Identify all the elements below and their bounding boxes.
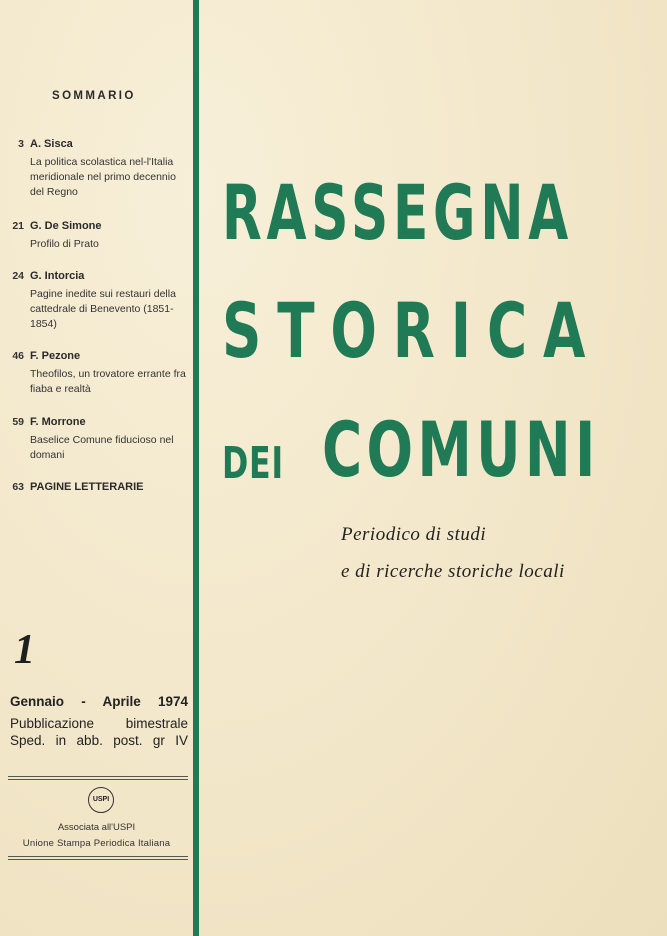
contents-sidebar	[0, 0, 193, 936]
toc-description: Theofilos, un trovatore errante fra fiaba e realtà	[30, 368, 186, 395]
toc-page-number: 59	[12, 416, 24, 428]
masthead-word-comuni: COMUNI	[322, 405, 600, 494]
green-vertical-rule	[193, 0, 199, 936]
toc-page-number: 63	[12, 481, 24, 493]
uspi-logo-icon: USPI	[88, 787, 114, 813]
toc-page-number: 46	[12, 350, 24, 362]
masthead-line-rassegna: RASSEGNA	[222, 168, 573, 257]
toc-author: A. Sisca	[30, 138, 73, 150]
toc-author: PAGINE LETTERARIE	[30, 481, 144, 493]
toc-page-number: 21	[12, 220, 24, 232]
toc-description: Profilo di Prato	[30, 238, 99, 250]
subtitle-line-1: Periodico di studi	[341, 524, 487, 545]
contents-heading: SOMMARIO	[52, 90, 136, 102]
toc-author: G. De Simone	[30, 220, 102, 232]
masthead-word-dei: DEI	[222, 438, 284, 489]
toc-author: F. Pezone	[30, 350, 81, 362]
subtitle-line-2: e di ricerche storiche locali	[341, 561, 565, 582]
postal-shipping: Sped. in abb. post. gr IV	[10, 733, 188, 748]
toc-page-number: 3	[18, 138, 24, 150]
divider	[8, 859, 188, 860]
publication-frequency: Pubblicazione bimestrale	[10, 716, 188, 731]
divider	[8, 779, 188, 780]
divider	[8, 856, 188, 857]
toc-page-number: 24	[12, 270, 24, 282]
masthead-line-storica: STORICA	[222, 286, 602, 375]
union-name: Unione Stampa Periodica Italiana	[22, 838, 171, 849]
divider	[8, 776, 188, 777]
issue-period: Gennaio - Aprile 1974	[10, 694, 188, 709]
toc-author: G. Intorcia	[30, 270, 85, 282]
association-note: Associata all'USPI	[57, 822, 136, 833]
toc-description: Pagine inedite sui restauri della cattedrale di Benevento (1851-1854)	[30, 288, 176, 330]
issue-number: 1	[14, 627, 35, 673]
toc-author: F. Morrone	[30, 416, 86, 428]
toc-description: Baselice Comune fiducioso nel domani	[30, 434, 174, 461]
toc-description: La politica scolastica nel-l'Italia meridionale nel primo decennio del Regno	[30, 156, 176, 198]
